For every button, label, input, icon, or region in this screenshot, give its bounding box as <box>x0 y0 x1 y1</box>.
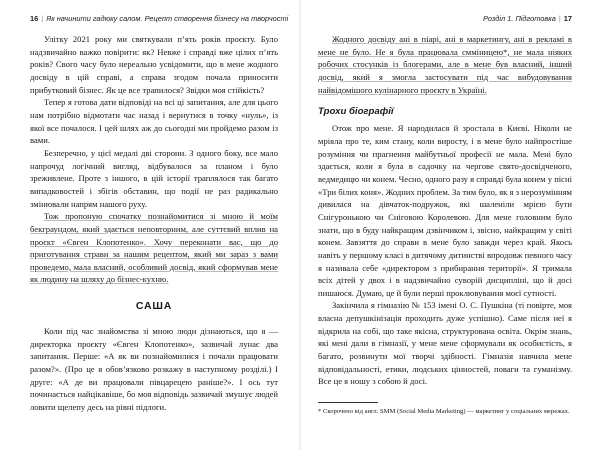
paragraph: Коли під час знайомства зі мною люди дізнаються, що я — директорка проєкту «Євген Клопотенко», зазвичай лунає два запитання. Перше: «А як ви познайомилися і почали працювати разом?». (Про це я обов’язково розкажу в наступному розділі.) І друге: «А де ви працювали півцарецею раніше?». І ось тут починається найцікавіше, бо моя відповідь зазвичай змушує людей ловити щелепу десь на рівні підлоги. <box>30 326 278 413</box>
subsection-title: Трохи біографії <box>318 106 394 118</box>
right-page-number: 17 <box>563 14 572 23</box>
paragraph: Улітку 2021 року ми святкували п’ять років проєкту. Було надзвичайно важко повірити: як? Невже і справді вже цілих п’ять років? Свого часу було нереально усвідомити, що в мене жодного досвіду в цій справі, а справа згодом почала приносити прибутковий бізнес. Як це все трапилося? Звідки моя стійкість? <box>30 34 278 95</box>
right-page <box>300 0 600 450</box>
section-title: САША <box>135 300 173 313</box>
paragraph: Жодного досвіду ані в піарі, ані в маркетингу, ані в рекламі в мене не було. Не я була працювала смміницею*, не мала ніяких робочих стосунків із блогерами, але в мене був власний, інший досвід, який я змогла застосувати під час вибудовування найвідомішого кулінарного проєкту в Україні. <box>318 34 572 95</box>
right-page-text <box>318 33 572 416</box>
footnote-rule <box>318 402 378 403</box>
running-head-separator: | <box>558 14 561 23</box>
right-running-head-title: Розділ 1. Підготовка <box>483 14 556 23</box>
right-running-head <box>318 14 572 24</box>
left-running-head-title: Як начинити гадюку салом. Рецепт створення бізнесу на творчості <box>46 14 289 23</box>
paragraph: Тепер я готова дати відповіді на всі ці запитання, але для цього нам потрібно відмотати час назад і вернутися в точку «нуль», із якої все почалося. І цей шлях аж до сьогодні ми пройдемо разом із вами. <box>30 97 278 146</box>
left-page-text <box>30 33 278 414</box>
paragraph: Отож про мене. Я народилася й зростала в Києві. Ніколи не мріяла про те, ким стану, коли виросту, і в мене було найпростіше розуміння чи прагнення майбутньої професії не мала. Мені було здається, коли я була в садочку на чергове свято-досвідченого, ведмедицю чи конем. Чесно, одного разу я справді була конем у пісні «Три білих коня». Жодних проблем. За тим було, як я з нерозумінням дивилася на дівчаток-подружок, які шаленіли мрією бути Снігуронькою чи Сніговою Королевою. Для мене головним було знати, що в буду найкращим дзвінчиком і, звісно, найкращим у світі конем. Завзяття до справи в мене було завжди через край. Якось навіть у першому класі в дитячому дитинстві впродовж певного часу я називала себе «директором з прибирання території». Я тримала всіх дітей у двох і в надзвичайно суворій дисципліні, що й досі пишаюся. Думаю, це й були перші проклювування моєї сутності. <box>318 123 572 298</box>
left-page-number: 16 <box>30 14 39 23</box>
footnote: * Скорочено від англ. SMM (Social Media Marketing) — маркетинг у соціальних мережах. <box>318 408 570 416</box>
paragraph: Закінчила я гімназію № 153 імені О. С. Пушкіна (ті повірте, моя власна депушкінізація проходить дуже успішно). Саме після неї я відкрила на собі, що таке якісна, структурована освіта. Окрім знань, які мені дали в гімназії, у мене мене сформували як особистість, я багато, розвинути мої творчі здібності. Гімназія навчила мене відповідальності, етики, людських цінностей, поваги та гуманізму. Все це я ношу з собою й досі. <box>318 300 572 387</box>
paragraph: Безперечно, у цієї медалі дві сторони. З одного боку, все мало напрочуд логічний вигляд, відбувалося за планом і було зреживлене. Проте з іншого, в цій історії траплялося так багато випадковостей і збігів обставин, що події не раз радикально змінювали напрям нашого руху. <box>30 147 278 209</box>
paragraph: Тож пропоную спочатку познайомитися зі мною й моїм бекграундом, який здається неповторним, але суттєвий вплив на проєкт «Євген Клопотенко». Хочу переконати вас, що до приготування страви за нашим рецептом, який ми зараз з вами проведемо, мала власний, особливий досвід, який сформував мене як людину на шляху до бізнес-кухню. <box>30 211 278 285</box>
running-head-separator: | <box>41 14 44 23</box>
left-running-head <box>30 14 289 24</box>
